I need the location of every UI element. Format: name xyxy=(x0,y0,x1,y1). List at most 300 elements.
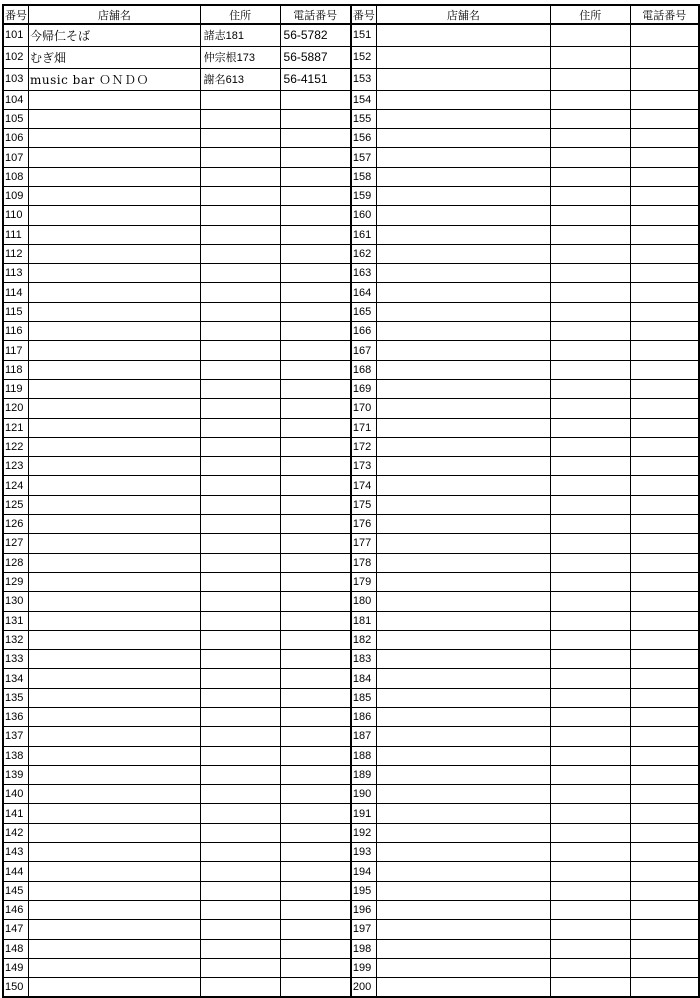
table-row xyxy=(3,669,699,688)
cell-number: 175 xyxy=(351,495,377,514)
cell-address xyxy=(200,765,280,784)
table-row xyxy=(3,534,699,553)
cell-number: 155 xyxy=(351,109,377,128)
cell-address xyxy=(200,495,280,514)
cell-phone xyxy=(630,900,699,919)
table-row xyxy=(3,109,699,128)
cell-store-name xyxy=(376,476,550,495)
cell-store-name xyxy=(29,244,201,263)
cell-store-name xyxy=(29,167,201,186)
cell-address xyxy=(550,418,630,437)
cell-address xyxy=(200,862,280,881)
cell-phone xyxy=(280,553,351,572)
cell-address xyxy=(200,823,280,842)
cell-number: 188 xyxy=(351,746,377,765)
cell-address xyxy=(550,68,630,90)
cell-store-name xyxy=(29,322,201,341)
cell-store-name xyxy=(376,46,550,68)
table-row xyxy=(3,360,699,379)
cell-address xyxy=(200,804,280,823)
cell-store-name xyxy=(376,900,550,919)
cell-number: 195 xyxy=(351,881,377,900)
table-row xyxy=(3,708,699,727)
cell-address xyxy=(550,109,630,128)
cell-address xyxy=(200,225,280,244)
cell-phone xyxy=(280,495,351,514)
table-row xyxy=(3,68,699,90)
table-row xyxy=(3,978,699,997)
header-phone: 電話番号 xyxy=(280,5,351,24)
cell-number: 156 xyxy=(351,129,377,148)
cell-phone xyxy=(280,225,351,244)
table-row xyxy=(3,379,699,398)
cell-phone xyxy=(280,148,351,167)
cell-number: 178 xyxy=(351,553,377,572)
cell-number: 117 xyxy=(3,341,29,360)
cell-number: 181 xyxy=(351,611,377,630)
cell-number: 176 xyxy=(351,515,377,534)
cell-number: 162 xyxy=(351,244,377,263)
cell-number: 115 xyxy=(3,302,29,321)
cell-store-name xyxy=(376,360,550,379)
cell-phone xyxy=(630,46,699,68)
cell-phone xyxy=(280,244,351,263)
cell-store-name xyxy=(29,823,201,842)
cell-store-name xyxy=(376,302,550,321)
cell-store-name xyxy=(29,765,201,784)
cell-phone xyxy=(630,958,699,977)
cell-store-name xyxy=(29,534,201,553)
cell-number: 170 xyxy=(351,399,377,418)
cell-address xyxy=(550,437,630,456)
cell-store-name xyxy=(376,206,550,225)
cell-phone xyxy=(630,322,699,341)
cell-phone xyxy=(630,495,699,514)
cell-address xyxy=(200,322,280,341)
cell-store-name xyxy=(29,572,201,591)
cell-phone xyxy=(630,206,699,225)
cell-phone xyxy=(280,843,351,862)
cell-store-name xyxy=(29,746,201,765)
table-row xyxy=(3,186,699,205)
cell-store-name xyxy=(29,920,201,939)
cell-phone xyxy=(280,804,351,823)
cell-store-name xyxy=(376,708,550,727)
cell-address xyxy=(200,688,280,707)
cell-address xyxy=(550,688,630,707)
cell-address xyxy=(200,939,280,958)
cell-address xyxy=(550,264,630,283)
cell-phone xyxy=(280,630,351,649)
cell-phone xyxy=(630,302,699,321)
cell-address xyxy=(550,862,630,881)
cell-address xyxy=(550,920,630,939)
cell-address xyxy=(550,611,630,630)
cell-number: 142 xyxy=(3,823,29,842)
cell-number: 125 xyxy=(3,495,29,514)
cell-store-name xyxy=(29,553,201,572)
cell-phone xyxy=(630,24,699,46)
cell-number: 136 xyxy=(3,708,29,727)
cell-address xyxy=(200,958,280,977)
cell-address xyxy=(550,727,630,746)
cell-address xyxy=(550,708,630,727)
cell-address xyxy=(550,495,630,514)
cell-number: 164 xyxy=(351,283,377,302)
cell-store-name: music bar ＯＮＤＯ xyxy=(29,68,201,90)
cell-address xyxy=(200,379,280,398)
cell-number: 159 xyxy=(351,186,377,205)
cell-address xyxy=(550,650,630,669)
header-address: 住所 xyxy=(200,5,280,24)
cell-number: 150 xyxy=(3,978,29,997)
cell-address xyxy=(550,785,630,804)
table-row xyxy=(3,746,699,765)
cell-number: 193 xyxy=(351,843,377,862)
cell-store-name xyxy=(29,495,201,514)
cell-address xyxy=(550,360,630,379)
table-row xyxy=(3,862,699,881)
table-row xyxy=(3,206,699,225)
table-row xyxy=(3,785,699,804)
cell-phone xyxy=(630,418,699,437)
cell-phone xyxy=(630,688,699,707)
cell-store-name xyxy=(376,129,550,148)
cell-number: 169 xyxy=(351,379,377,398)
cell-number: 143 xyxy=(3,843,29,862)
cell-address xyxy=(200,283,280,302)
cell-store-name xyxy=(376,688,550,707)
table-row xyxy=(3,457,699,476)
cell-address xyxy=(550,900,630,919)
cell-phone xyxy=(630,437,699,456)
cell-phone xyxy=(630,457,699,476)
cell-address xyxy=(550,148,630,167)
cell-phone xyxy=(630,881,699,900)
cell-store-name xyxy=(376,167,550,186)
cell-store-name xyxy=(29,186,201,205)
cell-address xyxy=(200,341,280,360)
cell-store-name xyxy=(376,495,550,514)
cell-phone xyxy=(630,630,699,649)
cell-number: 154 xyxy=(351,90,377,109)
cell-store-name xyxy=(29,379,201,398)
cell-address xyxy=(550,978,630,997)
cell-number: 149 xyxy=(3,958,29,977)
cell-phone xyxy=(280,129,351,148)
cell-store-name xyxy=(29,206,201,225)
cell-phone xyxy=(630,399,699,418)
cell-store-name xyxy=(376,322,550,341)
cell-phone xyxy=(280,727,351,746)
header-phone: 電話番号 xyxy=(630,5,699,24)
cell-number: 172 xyxy=(351,437,377,456)
cell-store-name xyxy=(29,283,201,302)
cell-phone xyxy=(280,109,351,128)
cell-store-name xyxy=(29,592,201,611)
cell-address xyxy=(550,90,630,109)
cell-number: 118 xyxy=(3,360,29,379)
cell-store-name xyxy=(29,437,201,456)
cell-number: 130 xyxy=(3,592,29,611)
cell-number: 163 xyxy=(351,264,377,283)
cell-number: 144 xyxy=(3,862,29,881)
cell-address xyxy=(550,457,630,476)
cell-number: 158 xyxy=(351,167,377,186)
cell-number: 137 xyxy=(3,727,29,746)
table-row xyxy=(3,264,699,283)
cell-address xyxy=(200,457,280,476)
cell-number: 133 xyxy=(3,650,29,669)
cell-store-name xyxy=(376,592,550,611)
cell-phone xyxy=(280,264,351,283)
cell-store-name: 今帰仁そば xyxy=(29,24,201,46)
cell-address xyxy=(550,167,630,186)
cell-phone xyxy=(630,225,699,244)
cell-number: 191 xyxy=(351,804,377,823)
cell-store-name xyxy=(376,727,550,746)
cell-number: 129 xyxy=(3,572,29,591)
cell-address xyxy=(200,437,280,456)
cell-address xyxy=(200,264,280,283)
cell-number: 101 xyxy=(3,24,29,46)
cell-phone xyxy=(280,302,351,321)
cell-phone xyxy=(630,167,699,186)
cell-number: 122 xyxy=(3,437,29,456)
cell-number: 139 xyxy=(3,765,29,784)
cell-address xyxy=(550,823,630,842)
cell-address xyxy=(200,90,280,109)
cell-store-name xyxy=(29,225,201,244)
cell-phone xyxy=(280,823,351,842)
cell-address xyxy=(200,148,280,167)
cell-number: 126 xyxy=(3,515,29,534)
cell-address xyxy=(200,129,280,148)
cell-number: 153 xyxy=(351,68,377,90)
cell-store-name xyxy=(29,650,201,669)
cell-store-name xyxy=(376,553,550,572)
cell-phone xyxy=(630,611,699,630)
table-row xyxy=(3,592,699,611)
cell-store-name xyxy=(29,862,201,881)
cell-number: 197 xyxy=(351,920,377,939)
cell-address xyxy=(550,804,630,823)
cell-address xyxy=(200,650,280,669)
cell-number: 174 xyxy=(351,476,377,495)
cell-number: 114 xyxy=(3,283,29,302)
cell-number: 132 xyxy=(3,630,29,649)
cell-store-name xyxy=(376,244,550,263)
table-row xyxy=(3,283,699,302)
cell-number: 151 xyxy=(351,24,377,46)
cell-store-name xyxy=(29,302,201,321)
cell-store-name xyxy=(376,457,550,476)
cell-number: 180 xyxy=(351,592,377,611)
table-row xyxy=(3,476,699,495)
cell-address xyxy=(200,553,280,572)
cell-number: 141 xyxy=(3,804,29,823)
cell-phone xyxy=(630,920,699,939)
cell-address xyxy=(200,302,280,321)
cell-address xyxy=(200,206,280,225)
header-row xyxy=(3,5,699,24)
cell-store-name xyxy=(376,862,550,881)
cell-number: 104 xyxy=(3,90,29,109)
cell-address xyxy=(200,611,280,630)
cell-number: 186 xyxy=(351,708,377,727)
header-store-name: 店舗名 xyxy=(29,5,201,24)
cell-address xyxy=(200,708,280,727)
cell-number: 111 xyxy=(3,225,29,244)
cell-store-name xyxy=(376,572,550,591)
cell-phone xyxy=(630,804,699,823)
store-list-table xyxy=(2,4,700,998)
table-row xyxy=(3,900,699,919)
cell-number: 165 xyxy=(351,302,377,321)
cell-phone: 56-4151 xyxy=(280,68,351,90)
cell-number: 168 xyxy=(351,360,377,379)
cell-number: 128 xyxy=(3,553,29,572)
header-address: 住所 xyxy=(550,5,630,24)
cell-store-name xyxy=(29,515,201,534)
cell-address xyxy=(200,881,280,900)
cell-address: 諸志181 xyxy=(200,24,280,46)
cell-store-name xyxy=(29,785,201,804)
cell-phone xyxy=(630,68,699,90)
table-row xyxy=(3,630,699,649)
cell-phone xyxy=(280,611,351,630)
cell-store-name xyxy=(29,958,201,977)
cell-address xyxy=(550,341,630,360)
cell-number: 131 xyxy=(3,611,29,630)
cell-phone xyxy=(630,592,699,611)
cell-phone xyxy=(280,862,351,881)
cell-store-name xyxy=(376,90,550,109)
cell-store-name xyxy=(29,727,201,746)
cell-phone xyxy=(280,418,351,437)
cell-phone xyxy=(280,186,351,205)
cell-phone xyxy=(280,592,351,611)
cell-address xyxy=(550,399,630,418)
cell-phone xyxy=(280,650,351,669)
cell-address xyxy=(200,785,280,804)
cell-number: 147 xyxy=(3,920,29,939)
cell-address xyxy=(200,109,280,128)
cell-store-name xyxy=(376,399,550,418)
cell-phone xyxy=(280,399,351,418)
cell-phone xyxy=(630,379,699,398)
cell-address xyxy=(200,244,280,263)
cell-number: 196 xyxy=(351,900,377,919)
cell-address xyxy=(550,24,630,46)
cell-address xyxy=(550,322,630,341)
cell-store-name xyxy=(376,650,550,669)
cell-number: 184 xyxy=(351,669,377,688)
cell-store-name xyxy=(29,129,201,148)
cell-store-name xyxy=(376,109,550,128)
table-row xyxy=(3,322,699,341)
cell-store-name xyxy=(376,341,550,360)
cell-phone xyxy=(280,341,351,360)
table-row xyxy=(3,418,699,437)
cell-address xyxy=(550,765,630,784)
cell-address xyxy=(550,283,630,302)
cell-store-name xyxy=(376,515,550,534)
cell-store-name xyxy=(376,437,550,456)
cell-store-name xyxy=(29,611,201,630)
cell-phone xyxy=(280,534,351,553)
cell-phone xyxy=(280,283,351,302)
cell-store-name xyxy=(29,630,201,649)
cell-phone xyxy=(630,553,699,572)
cell-phone xyxy=(280,572,351,591)
table-row xyxy=(3,920,699,939)
cell-number: 145 xyxy=(3,881,29,900)
cell-number: 140 xyxy=(3,785,29,804)
cell-address xyxy=(200,669,280,688)
cell-store-name xyxy=(376,264,550,283)
cell-store-name xyxy=(376,958,550,977)
cell-number: 124 xyxy=(3,476,29,495)
cell-phone xyxy=(630,978,699,997)
cell-phone xyxy=(280,746,351,765)
table-row xyxy=(3,129,699,148)
cell-number: 116 xyxy=(3,322,29,341)
cell-store-name xyxy=(376,611,550,630)
cell-address xyxy=(200,186,280,205)
cell-address xyxy=(550,572,630,591)
cell-store-name xyxy=(29,148,201,167)
table-row xyxy=(3,24,699,46)
cell-phone xyxy=(280,881,351,900)
cell-store-name xyxy=(29,881,201,900)
cell-phone xyxy=(280,669,351,688)
cell-address xyxy=(550,476,630,495)
cell-number: 182 xyxy=(351,630,377,649)
cell-phone xyxy=(630,785,699,804)
cell-store-name xyxy=(376,283,550,302)
cell-address xyxy=(200,476,280,495)
cell-number: 123 xyxy=(3,457,29,476)
table-row xyxy=(3,148,699,167)
cell-phone xyxy=(630,264,699,283)
cell-number: 194 xyxy=(351,862,377,881)
cell-address xyxy=(200,399,280,418)
cell-store-name xyxy=(376,379,550,398)
cell-phone xyxy=(280,90,351,109)
cell-store-name xyxy=(376,785,550,804)
cell-number: 183 xyxy=(351,650,377,669)
cell-phone: 56-5887 xyxy=(280,46,351,68)
cell-store-name xyxy=(29,90,201,109)
cell-store-name xyxy=(29,978,201,997)
cell-address: 仲宗根173 xyxy=(200,46,280,68)
cell-number: 135 xyxy=(3,688,29,707)
cell-store-name xyxy=(29,476,201,495)
cell-store-name xyxy=(376,225,550,244)
cell-address xyxy=(200,418,280,437)
table-body xyxy=(3,24,699,997)
cell-phone xyxy=(630,360,699,379)
table-row xyxy=(3,399,699,418)
cell-store-name xyxy=(29,109,201,128)
cell-number: 152 xyxy=(351,46,377,68)
cell-store-name xyxy=(29,669,201,688)
cell-address xyxy=(550,515,630,534)
table-row xyxy=(3,341,699,360)
cell-store-name xyxy=(29,264,201,283)
table-row xyxy=(3,244,699,263)
